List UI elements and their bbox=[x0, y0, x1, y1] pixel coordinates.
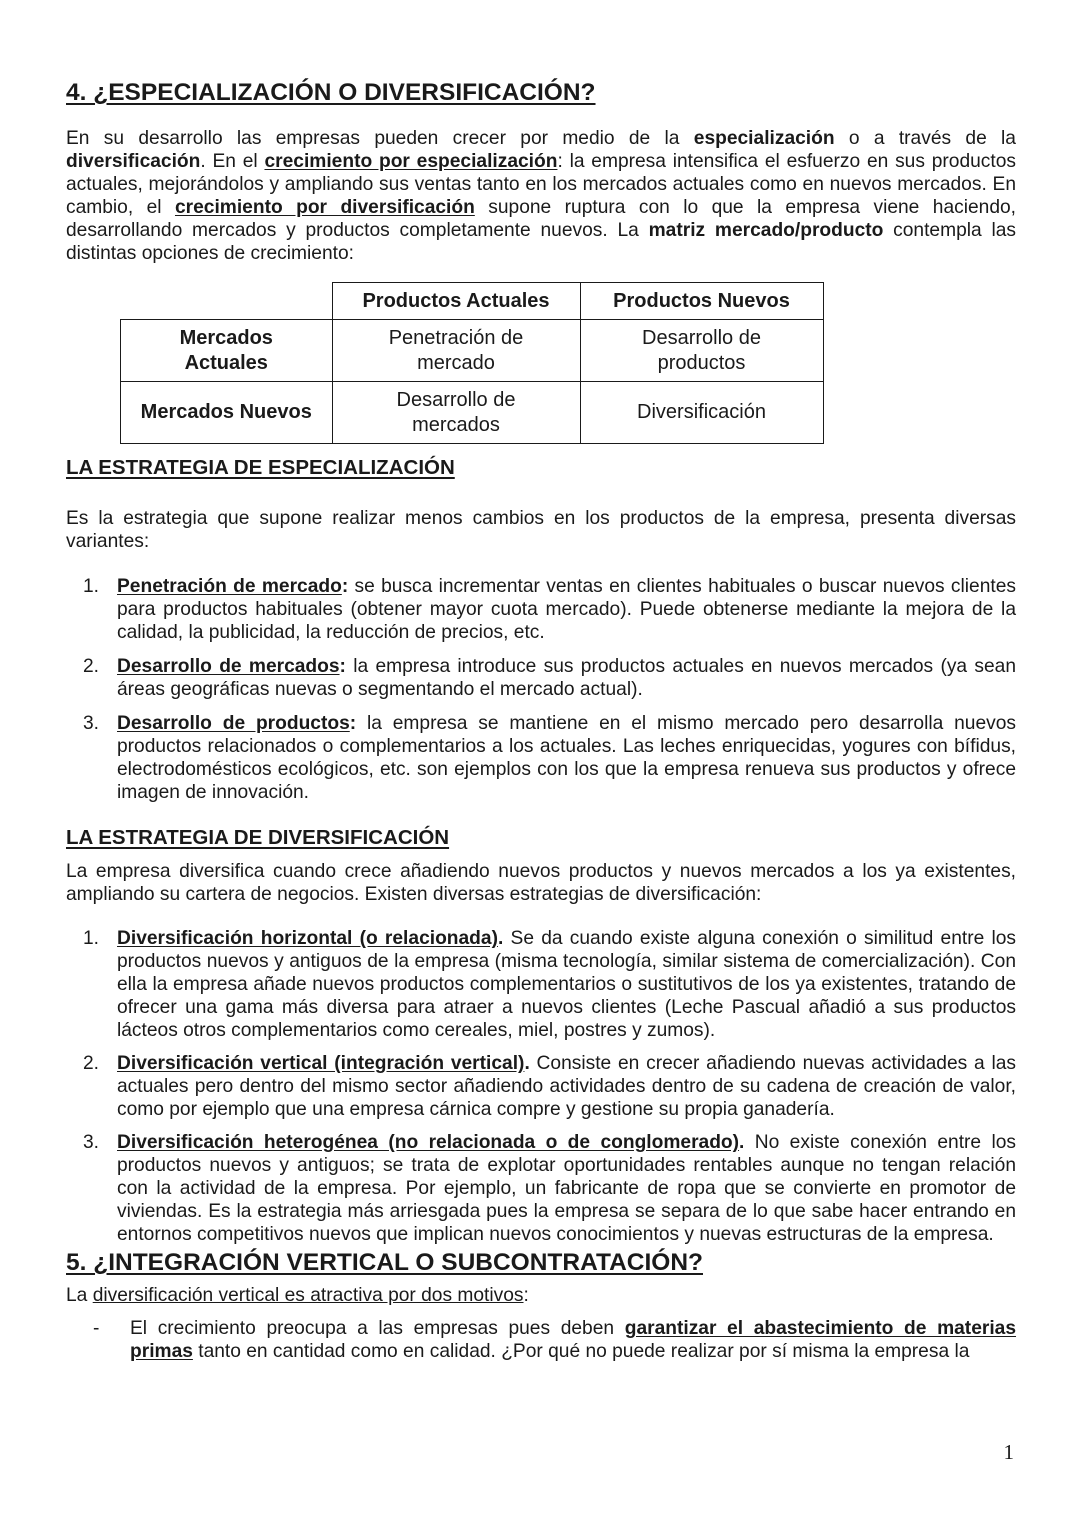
list-term: Desarrollo de productos bbox=[117, 713, 350, 734]
matrix-col-header: Productos Actuales bbox=[332, 283, 580, 320]
matrix-cell: Diversificación bbox=[580, 382, 823, 444]
row-label: Mercados Actuales bbox=[179, 326, 273, 374]
list-term: Diversificación horizontal (o relacionada) bbox=[117, 928, 498, 949]
especializacion-intro: Es la estrategia que supone realizar menos cambios en los productos de la empresa, presenta diversas variantes: bbox=[66, 508, 1016, 552]
list-term-sep: : bbox=[339, 656, 346, 677]
matrix-row-header bbox=[121, 320, 333, 382]
text-run: contempla las distintas opciones de crecimiento: bbox=[66, 220, 1017, 264]
text-run: o a través de la bbox=[834, 128, 1016, 149]
list-body: Se da cuando existe alguna conexión o similitud entre los productos nuevos y antiguos de la empresa (misma tecnología, similar sistema de comercialización). Con ella la empresa añade nuevos productos complementarios o sustitutivos de los ya existentes, tratando de ofrecer una gama más diversa para atraer a nuevos clientes (Leche Pascual añadió a sus productos lácteos otros complementarios como cereales, miel, postres y zumos). bbox=[117, 928, 1016, 1041]
matrix-cell bbox=[580, 320, 823, 382]
section-4-title: 4. ¿ESPECIALIZACIÓN O DIVERSIFICACIÓN? bbox=[66, 79, 596, 106]
page-number: 1 bbox=[1003, 1440, 1014, 1464]
list-item bbox=[66, 655, 1016, 701]
list-term-sep: : bbox=[349, 713, 357, 734]
list-number: 2. bbox=[83, 656, 100, 677]
underlined-term: garantizar el abastecimiento de materias primas bbox=[130, 1318, 1017, 1362]
section-5-intro bbox=[66, 1284, 1016, 1307]
matrix-col-header: Productos Nuevos bbox=[580, 283, 823, 320]
underlined-text: diversificación vertical es atractiva por dos motivos bbox=[92, 1285, 524, 1306]
text-run: : la empresa intensifica el esfuerzo en sus productos actuales, mejorándolos y ampliando sus ventas tanto en los mercados actuales como en nuevos mercados. En cambio, el bbox=[66, 151, 1016, 218]
matrix-cell bbox=[332, 320, 580, 382]
list-term: Penetración de mercado bbox=[117, 576, 342, 597]
list-term: Diversificación vertical (integración vertical) bbox=[117, 1053, 525, 1074]
list-body: Consiste en crecer añadiendo nuevas actividades a las actuales pero dentro del mismo sector añadiendo actividades dentro de su cadena de creación de valor, como por ejemplo que una empresa cárnica compre y gestione su propia ganadería. bbox=[117, 1053, 1016, 1120]
list-item bbox=[66, 712, 1016, 804]
underlined-term: crecimiento por diversificación bbox=[174, 197, 475, 218]
matrix-row-header: Mercados Nuevos bbox=[121, 382, 333, 444]
bold-term: matriz mercado/producto bbox=[648, 220, 884, 241]
list-item-text bbox=[117, 927, 1016, 1042]
list-number: 2. bbox=[83, 1053, 100, 1074]
diversificacion-list bbox=[66, 927, 1016, 1246]
list-number: 1. bbox=[83, 576, 100, 597]
matrix-cell bbox=[332, 382, 580, 444]
cell-text: Penetración de mercado bbox=[388, 326, 524, 374]
section-5-title: 5. ¿INTEGRACIÓN VERTICAL O SUBCONTRATACIÓN? bbox=[66, 1249, 703, 1276]
document-page bbox=[66, 78, 1016, 1363]
list-item-text bbox=[117, 712, 1016, 804]
especializacion-list bbox=[66, 575, 1016, 804]
bullet-text bbox=[130, 1317, 1016, 1363]
list-term-sep: . bbox=[497, 928, 504, 949]
bold-term: diversificación bbox=[66, 151, 201, 172]
bold-term: especialización bbox=[693, 128, 835, 149]
list-body: se busca incrementar ventas en clientes habituales o buscar nuevos clientes para productos habituales (obtener mayor cuota mercado). Puede obtenerse mediante la mejora de la calidad, la publicidad, la reducción de precios, etc. bbox=[117, 576, 1016, 643]
list-body: la empresa introduce sus productos actuales en nuevos mercados (ya sean áreas geográficas nuevas o segmentando el mercado actual). bbox=[117, 656, 1016, 700]
matrix-wrapper bbox=[66, 282, 1016, 472]
text-run: En su desarrollo las empresas pueden crecer por medio de la bbox=[66, 128, 694, 149]
text-run: supone ruptura con lo que la empresa viene haciendo, desarrollando mercados y productos completamente nuevos. La bbox=[66, 197, 1016, 241]
cell-text: Desarrollo de mercados bbox=[396, 388, 516, 436]
text-run: El crecimiento preocupa a las empresas pues deben bbox=[130, 1318, 625, 1339]
list-body: No existe conexión entre los productos nuevos y antiguos; se trata de explotar oportunidades rentables aunque no tengan relación con la actividad de la empresa. Por ejemplo, un fabricante de ropa que se convierte en promotor de viviendas. Es la estrategia más arriesgada pues la empresa se separa de lo que sabe hacer entrando en entornos competitivos nuevos que implican nuevos conocimientos y nuevas estructuras de la empresa. bbox=[117, 1132, 1016, 1245]
dash-bullet-item bbox=[66, 1317, 1016, 1363]
list-item-text bbox=[117, 655, 1016, 701]
text-run: . En el bbox=[200, 151, 265, 172]
matrix-corner bbox=[121, 283, 333, 320]
list-term-sep: . bbox=[524, 1053, 530, 1074]
market-product-matrix bbox=[120, 282, 824, 444]
list-number: 1. bbox=[83, 928, 100, 949]
list-item bbox=[66, 1052, 1016, 1121]
list-term-sep: . bbox=[739, 1132, 745, 1153]
diversificacion-title: LA ESTRATEGIA DE DIVERSIFICACIÓN bbox=[66, 826, 450, 849]
list-term: Diversificación heterogénea (no relacionada o de conglomerado) bbox=[117, 1132, 740, 1153]
list-body: la empresa se mantiene en el mismo mercado pero desarrolla nuevos productos relacionados o complementarios a los actuales. Las leches enriquecidas, yogures con bífidus, electrodomésticos ecológicos, etc. son ejemplos con los que la empresa renueva sus productos y ofrece imagen de innovación. bbox=[117, 713, 1016, 803]
dash-bullet: - bbox=[93, 1318, 100, 1339]
especializacion-title: LA ESTRATEGIA DE ESPECIALIZACIÓN bbox=[66, 456, 455, 479]
list-number: 3. bbox=[83, 713, 100, 734]
section-4-intro bbox=[66, 127, 1016, 265]
text-run: : bbox=[523, 1285, 529, 1306]
list-item-text bbox=[117, 575, 1016, 644]
underlined-term: crecimiento por especialización bbox=[264, 151, 558, 172]
list-item bbox=[66, 1131, 1016, 1246]
list-term: Desarrollo de mercados bbox=[117, 656, 340, 677]
list-item bbox=[66, 575, 1016, 644]
text-run: La bbox=[66, 1285, 93, 1306]
cell-text: Desarrollo de productos bbox=[642, 326, 761, 374]
diversificacion-intro: La empresa diversifica cuando crece añadiendo nuevos productos y nuevos mercados a los ya existentes, ampliando su cartera de negocios. Existen diversas estrategias de diversificación: bbox=[66, 861, 1016, 905]
list-item-text bbox=[117, 1131, 1016, 1246]
list-item-text bbox=[117, 1052, 1016, 1121]
list-item bbox=[66, 927, 1016, 1042]
list-number: 3. bbox=[83, 1132, 100, 1153]
text-run: tanto en cantidad como en calidad. ¿Por qué no puede realizar por sí misma la empresa la bbox=[192, 1341, 970, 1362]
list-term-sep: : bbox=[341, 576, 349, 597]
